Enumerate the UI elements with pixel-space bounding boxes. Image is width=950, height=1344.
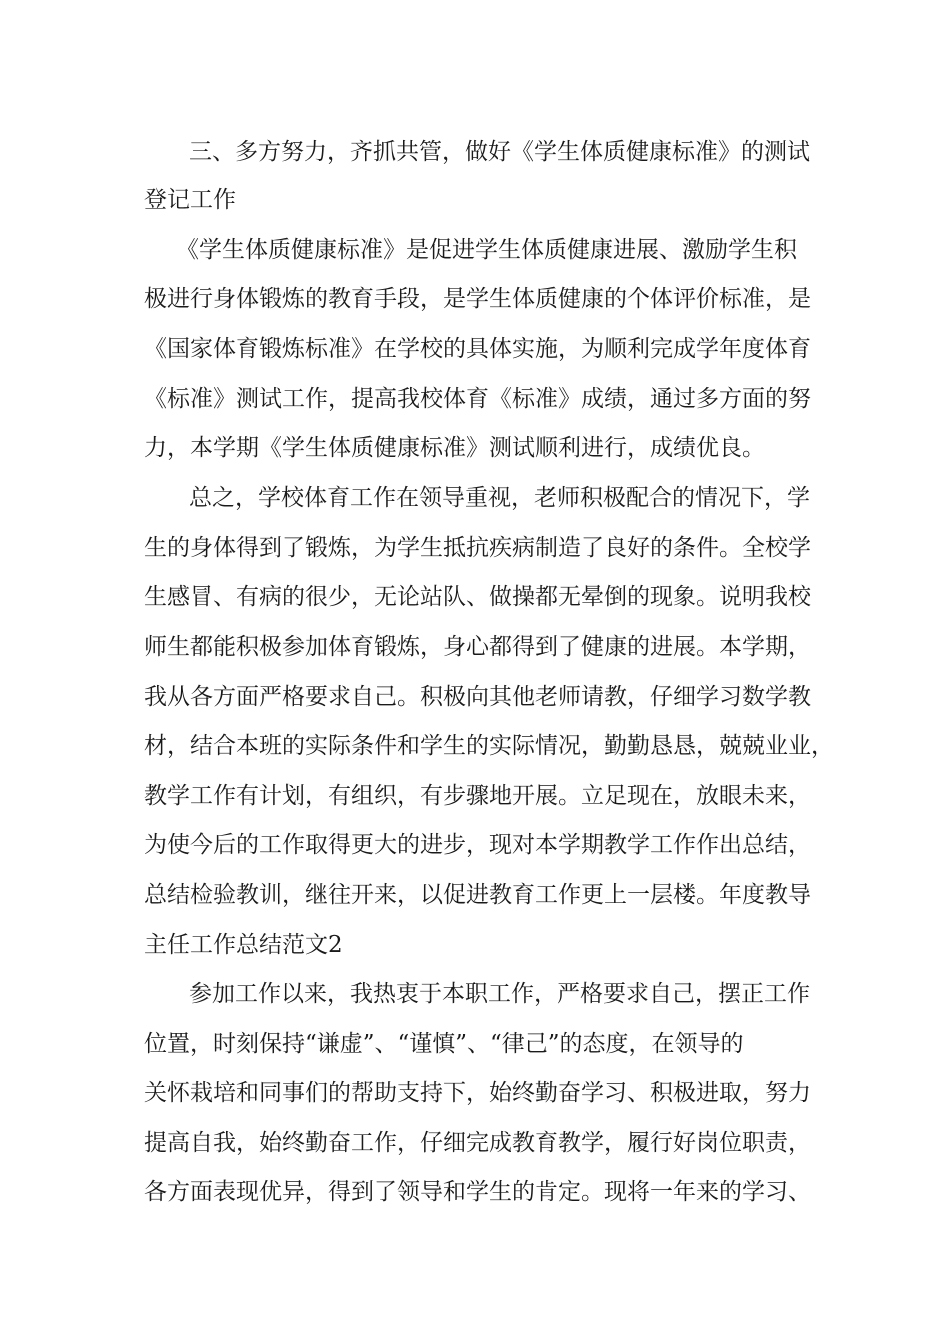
text-line-1: 三、多方努力，齐抓共管，做好《学生体质健康标准》的测试 xyxy=(189,139,810,165)
text-line-20: 关怀栽培和同事们的帮助支持下，始终勤奋学习、积极进取，努力 xyxy=(144,1080,811,1106)
text-line-13: 材，结合本班的实际条件和学生的实际情况，勤勤恳恳，兢兢业业， xyxy=(144,733,834,759)
text-line-12: 我从各方面严格要求自己。积极向其他老师请教，仔细学习数学教 xyxy=(144,684,811,710)
text-line-5: 《国家体育锻炼标准》在学校的具体实施，为顺利完成学年度体育 xyxy=(144,336,811,362)
text-line-3: 《学生体质健康标准》是促进学生体质健康进展、激励学生积 xyxy=(176,237,797,263)
text-line-17: 主任工作总结范文2 xyxy=(144,932,343,958)
text-line-9: 生的身体得到了锻炼，为学生抵抗疾病制造了良好的条件。全校学 xyxy=(144,535,811,561)
text-line-2: 登记工作 xyxy=(144,187,236,213)
text-line-11: 师生都能积极参加体育锻炼，身心都得到了健康的进展。本学期， xyxy=(144,634,811,660)
text-line-22: 各方面表现优异，得到了领导和学生的肯定。现将一年来的学习、 xyxy=(144,1179,811,1205)
text-line-15: 为使今后的工作取得更大的进步，现对本学期教学工作作出总结， xyxy=(144,832,811,858)
text-line-8: 总之，学校体育工作在领导重视，老师积极配合的情况下，学 xyxy=(189,485,810,511)
text-line-16: 总结检验教训，继往开来，以促进教育工作更上一层楼。年度教导 xyxy=(144,882,811,908)
text-line-10: 生感冒、有病的很少，无论站队、做操都无晕倒的现象。说明我校 xyxy=(144,584,811,610)
text-line-19: 位置，时刻保持“谦虚”、“谨慎”、“律己”的态度，在领导的 xyxy=(144,1031,744,1057)
text-line-18: 参加工作以来，我热衷于本职工作，严格要求自己，摆正工作 xyxy=(189,981,810,1007)
text-line-14: 教学工作有计划，有组织，有步骤地开展。立足现在，放眼未来， xyxy=(144,783,811,809)
text-line-21: 提高自我，始终勤奋工作，仔细完成教育教学，履行好岗位职责， xyxy=(144,1130,811,1156)
text-line-7: 力，本学期《学生体质健康标准》测试顺利进行，成绩优良。 xyxy=(144,435,765,461)
text-line-6: 《标准》测试工作，提高我校体育《标准》成绩，通过多方面的努 xyxy=(144,386,811,412)
text-line-4: 极进行身体锻炼的教育手段，是学生体质健康的个体评价标准，是 xyxy=(144,286,811,312)
